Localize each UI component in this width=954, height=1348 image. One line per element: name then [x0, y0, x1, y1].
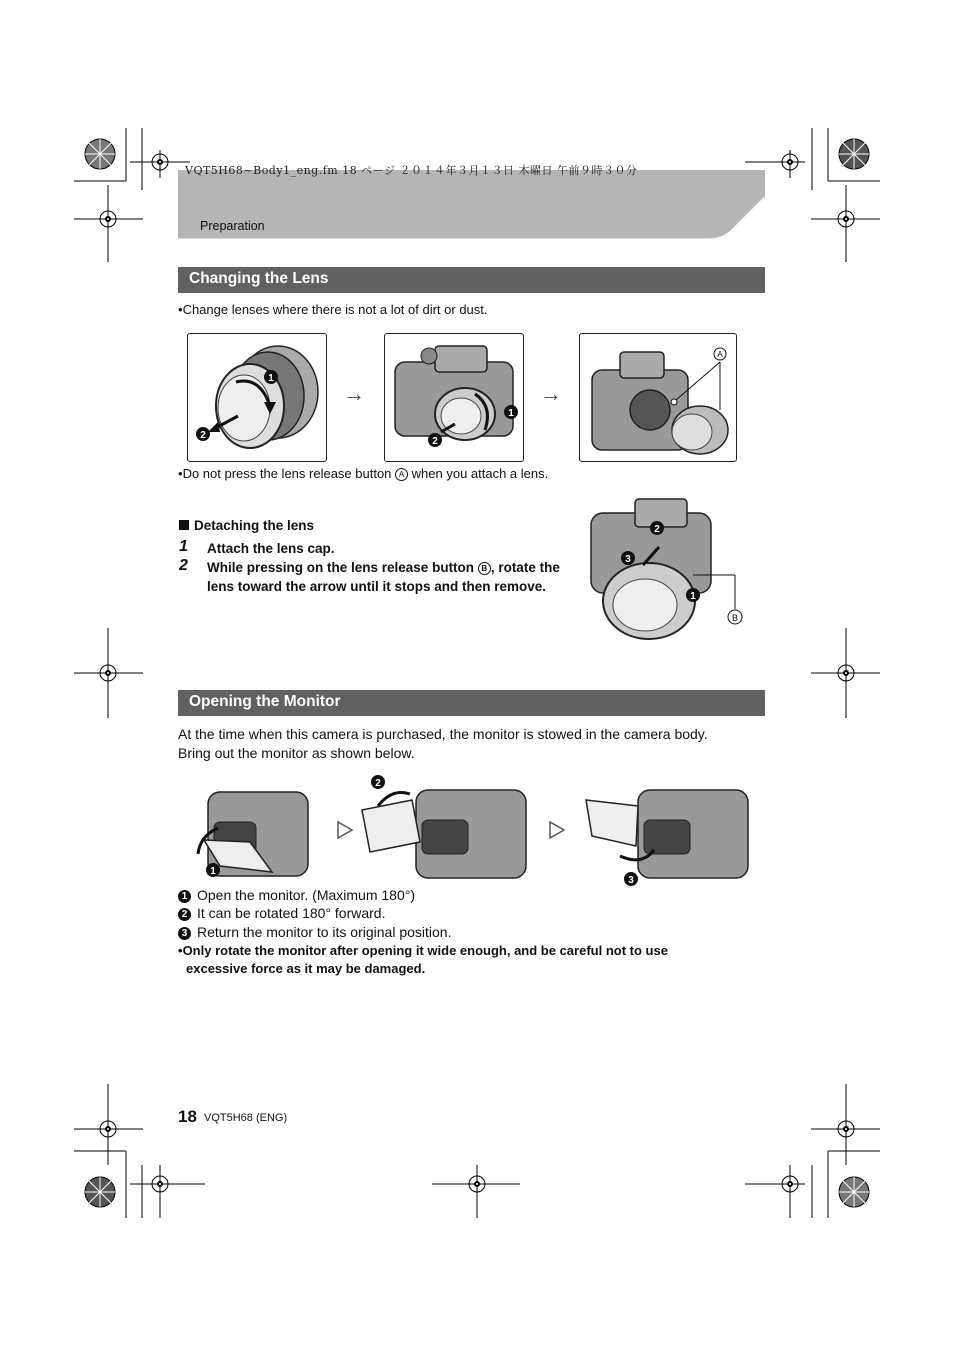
- warning-line-1: Only rotate the monitor after opening it wide enough, and be careful not to use: [182, 943, 668, 958]
- document-code: VQT5H68 (ENG): [204, 1112, 288, 1124]
- monitor-step-2: [178, 905, 386, 921]
- step-number: 1: [179, 538, 188, 555]
- step-text: It can be rotated 180° forward.: [197, 905, 386, 921]
- step-text-post: , rotate the lens toward the arrow until it stops and then remove.: [207, 560, 560, 594]
- detaching-heading: [179, 518, 314, 533]
- marker-1: 1: [690, 591, 696, 602]
- monitor-step-3: [178, 924, 451, 940]
- step-text: Return the monitor to its original position.: [197, 924, 452, 940]
- bullet-change-lenses: •Change lenses where there is not a lot of dirt or dust.: [178, 302, 488, 317]
- camera-body-illustration: [385, 334, 523, 461]
- monitor-intro-line-2: Bring out the monitor as shown below.: [178, 745, 415, 761]
- monitor-warning: •Only rotate the monitor after opening it wide enough, and be careful not to use: [178, 943, 668, 958]
- section-title-opening-monitor: Opening the Monitor: [178, 690, 765, 716]
- bullet-text: when you attach a lens.: [408, 466, 549, 481]
- step-text: [207, 558, 567, 596]
- step-marker: 2: [178, 908, 191, 921]
- marker-a: A: [395, 468, 408, 481]
- detaching-heading-text: Detaching the lens: [194, 518, 315, 533]
- section-label: Preparation: [200, 219, 265, 233]
- step-text: Open the monitor. (Maximum 180°): [197, 887, 416, 903]
- header-band: [178, 170, 765, 249]
- step-number: 2: [179, 557, 188, 574]
- lens-release-illustration: [580, 334, 736, 461]
- marker-2: 2: [654, 524, 660, 535]
- arrow-right-icon: →: [540, 381, 562, 406]
- bullet-dont-press: •Do not press the lens release button A when you attach a lens.: [178, 466, 549, 481]
- square-bullet-icon: [179, 520, 189, 530]
- step-marker: 3: [178, 927, 191, 940]
- step-text-pre: While pressing on the lens release button: [207, 560, 478, 575]
- marker-3: 3: [625, 554, 631, 565]
- arrow-right-icon: →: [343, 381, 365, 406]
- marker-b: B: [731, 613, 739, 623]
- marker-2: 2: [200, 430, 206, 441]
- page-number: 18: [178, 1107, 197, 1126]
- lens-figure-1: [187, 333, 327, 462]
- lens-figure-3: [579, 333, 737, 462]
- marker-2: 2: [375, 778, 381, 789]
- monitor-step-1: [178, 887, 415, 903]
- marker-2: 2: [432, 436, 438, 447]
- print-info-line: VQT5H68~Body1_eng.fm 18 ページ ２０１４年３月１３日 木曜日 午前９時３０分: [185, 164, 638, 177]
- bullet-text: Change lenses where there is not a lot of dirt or dust.: [182, 302, 488, 317]
- monitor-illustration: [190, 770, 760, 890]
- bullet-text: Do not press the lens release button: [182, 466, 396, 481]
- marker-b: B: [478, 562, 491, 575]
- monitor-intro-line-1: At the time when this camera is purchased, the monitor is stowed in the camera body.: [178, 726, 708, 742]
- marker-1: 1: [508, 408, 514, 419]
- section-title-changing-lens: Changing the Lens: [178, 267, 765, 293]
- step-marker: 1: [178, 890, 191, 903]
- detach-lens-illustration: [585, 495, 745, 645]
- warning-line-2: excessive force as it may be damaged.: [186, 961, 426, 976]
- marker-1: 1: [210, 866, 216, 877]
- step-text: Attach the lens cap.: [207, 541, 335, 556]
- lens-illustration: [188, 334, 326, 461]
- marker-3: 3: [628, 875, 634, 886]
- marker-a: A: [717, 350, 723, 359]
- lens-figure-2: [384, 333, 524, 462]
- marker-1: 1: [268, 373, 274, 384]
